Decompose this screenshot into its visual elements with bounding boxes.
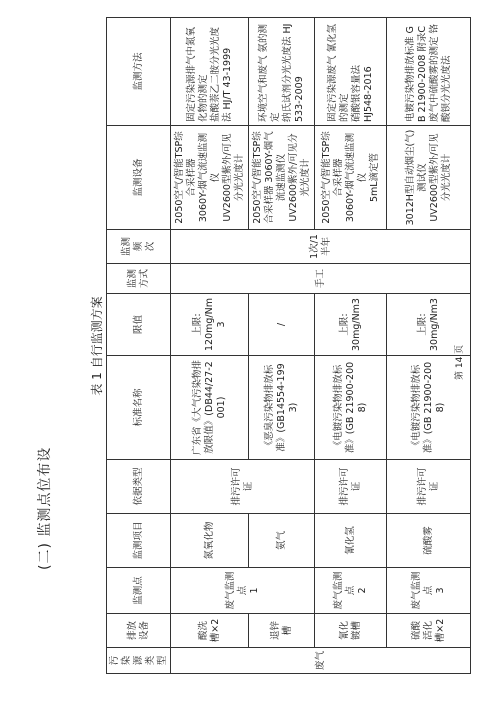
cell-device: 2050空气/智能TSP综合采样器 3060Y-烟气流速监测仪 UV2600紫外/可见分光光度计: [249, 126, 315, 230]
cell-limit: 上限: 120mg/Nm3: [171, 294, 249, 356]
cell-standard: 《电镀污染物排放标准》(GB 21900-2008): [315, 356, 387, 460]
cell-method: 手工: [171, 264, 471, 294]
page-number-wrap: [452, 330, 464, 380]
cell-equipment: 退锌槽: [249, 614, 315, 648]
cell-analysis: 电镀污染物排放标准 GB 21900-2008 附录C 废气中硫酸雾的测定 铬酸钡分光光度法: [387, 18, 471, 126]
cell-item: 硫酸雾: [387, 514, 471, 568]
cell-standard: 《恶臭污染物排放标准》(GB14554-1993): [249, 356, 315, 460]
cell-limit: /: [249, 294, 315, 356]
cell-point: 废气监测点 2: [315, 568, 387, 614]
table-holder: [88, 18, 452, 674]
cell-pollution-type: 废气: [171, 648, 471, 674]
cell-analysis: 固定污染源废气 氰化氢的测定 硝酸银容量法 HJ548-2016: [315, 18, 387, 126]
cell-item: 氨气: [249, 514, 315, 568]
cell-standard: 《电镀污染物排放标准》(GB 21900-2008): [387, 356, 471, 460]
header-basis-type: 依据类型: [107, 460, 171, 514]
cell-device: 2050空气/智能TSP综合采样器 3060Y-烟气流速监测仪 5mL滴定管: [315, 126, 387, 230]
cell-basis: 排污许可证: [171, 460, 315, 514]
cell-standard: 广东省《大气污染物排放限值》(DB44/27-2001): [171, 356, 249, 460]
header-analysis: 监测方法: [107, 18, 171, 126]
section-title: (二) 监测点位布设: [37, 446, 53, 570]
cell-limit: 上限: 30mg/Nm3: [387, 294, 471, 356]
header-equipment: 排放 设备: [107, 614, 171, 648]
cell-item: 氮氧化物: [171, 514, 249, 568]
cell-equipment: 硫酸活化槽×2: [387, 614, 471, 648]
header-point: 监测点: [107, 568, 171, 614]
cell-frequency: 1次/1半年: [171, 230, 471, 264]
table-row: [171, 18, 249, 674]
table-caption: 表 1 自行监测方案: [90, 296, 104, 396]
table-row: [315, 18, 387, 674]
page-number: 第 14 页: [455, 344, 465, 380]
cell-limit: 上限: 30mg/Nm3: [315, 294, 387, 356]
cell-equipment: 酸洗槽×2: [171, 614, 249, 648]
cell-point: 废气监测点 3: [387, 568, 471, 614]
cell-device: 3012H型自动烟尘(气)测试仪 UV2600型紫外/可见分光光度计: [387, 126, 471, 230]
cell-point: 废气监测点 1: [171, 568, 315, 614]
cell-device: 2050空气/智能TSP综合采样器 3060Y-烟气流速监测仪 UV2600型紫外/可见分光光度计: [171, 126, 249, 230]
header-device: 监测设备: [107, 126, 171, 230]
cell-item: 氰化氢: [315, 514, 387, 568]
header-limit: 限值: [107, 294, 171, 356]
header-frequency: 监测频 次: [107, 230, 171, 264]
header-item: 监测项目: [107, 514, 171, 568]
cell-analysis: 环境空气和废气 氨的测定 纳氏试剂分光光度法 HJ 533-2009: [249, 18, 315, 126]
cell-equipment: 氰化镀槽: [315, 614, 387, 648]
monitoring-plan-table: [106, 17, 471, 674]
header-standard: 标准名称: [107, 356, 171, 460]
section-title-wrap: [34, 430, 54, 570]
header-method: 监测 方式: [107, 264, 171, 294]
cell-basis: 排污许可证: [315, 460, 387, 514]
header-pollution-type: 污 染 源 类 型: [107, 648, 171, 674]
cell-basis: 排污许可证: [387, 460, 471, 514]
cell-analysis: 固定污染源排气中氮氧化物的测定 盐酸萘乙二胺分光光度法 HJ/T 43-1999: [171, 18, 249, 126]
table-header-row: [107, 18, 171, 674]
